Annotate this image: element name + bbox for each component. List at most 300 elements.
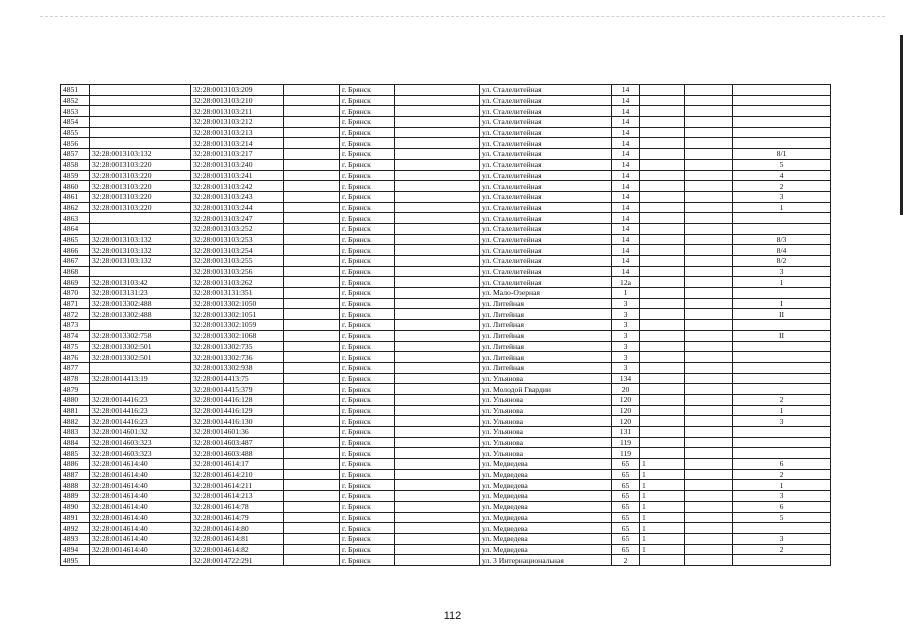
house-number-cell: 14 (612, 191, 640, 202)
street-cell: ул. Медведева (480, 491, 612, 502)
empty-cell-b (395, 223, 480, 234)
house-number-cell: 65 (612, 469, 640, 480)
building-cell (640, 127, 685, 138)
flat-number-cell (733, 288, 831, 299)
parent-cadastral-number-cell: 32:28:0014416:23 (90, 405, 191, 416)
table-row (61, 533, 831, 544)
flat-number-cell (733, 213, 831, 224)
cadastral-number-cell: 32:28:0014614:211 (191, 480, 284, 491)
street-cell: ул. Ульянова (480, 394, 612, 405)
empty-cell-a (284, 437, 340, 448)
house-number-cell: 3 (612, 309, 640, 320)
empty-cell-a (284, 480, 340, 491)
city-cell: г. Брянск (340, 544, 395, 555)
building-cell (640, 320, 685, 331)
empty-cell-a (284, 85, 340, 96)
empty-cell-a (284, 298, 340, 309)
house-number-cell: 3 (612, 320, 640, 331)
cadastral-number-cell: 32:28:0014614:80 (191, 523, 284, 534)
empty-cell-a (284, 352, 340, 363)
cadastral-number-cell: 32:28:0013103:212 (191, 117, 284, 128)
house-number-cell: 1 (612, 288, 640, 299)
table-row (61, 223, 831, 234)
city-cell: г. Брянск (340, 138, 395, 149)
cadastral-number-cell: 32:28:0014415:379 (191, 384, 284, 395)
parent-cadastral-number-cell (90, 117, 191, 128)
city-cell: г. Брянск (340, 298, 395, 309)
street-cell: ул. Сталелитейная (480, 191, 612, 202)
house-number-cell: 14 (612, 202, 640, 213)
street-cell: ул. 3 Интернациональная (480, 555, 612, 566)
empty-cell-b (395, 427, 480, 438)
building-cell (640, 234, 685, 245)
flat-number-cell (733, 437, 831, 448)
street-cell: ул. Сталелитейная (480, 149, 612, 160)
table-row (61, 373, 831, 384)
empty-cell-a (284, 384, 340, 395)
empty-cell-a (284, 309, 340, 320)
flat-number-cell (733, 138, 831, 149)
city-cell: г. Брянск (340, 106, 395, 117)
street-cell: ул. Сталелитейная (480, 127, 612, 138)
cadastral-number-cell: 32:28:0014413:75 (191, 373, 284, 384)
parent-cadastral-number-cell: 32:28:0013131:23 (90, 288, 191, 299)
street-cell: ул. Медведева (480, 533, 612, 544)
house-number-cell: 14 (612, 106, 640, 117)
house-number-cell: 3 (612, 352, 640, 363)
street-cell: ул. Сталелитейная (480, 138, 612, 149)
empty-cell-c (685, 191, 733, 202)
cadastral-number-cell: 32:28:0014614:210 (191, 469, 284, 480)
house-number-cell: 65 (612, 544, 640, 555)
row-number-cell: 4875 (61, 341, 90, 352)
empty-cell-c (685, 384, 733, 395)
empty-cell-c (685, 159, 733, 170)
cadastral-number-cell: 32:28:0013103:211 (191, 106, 284, 117)
street-cell: ул. Ульянова (480, 427, 612, 438)
house-number-cell: 14 (612, 159, 640, 170)
row-number-cell: 4884 (61, 437, 90, 448)
cadastral-number-cell: 32:28:0013302:735 (191, 341, 284, 352)
row-number-cell: 4873 (61, 320, 90, 331)
flat-number-cell (733, 127, 831, 138)
cadastral-number-cell: 32:28:0014614:82 (191, 544, 284, 555)
row-number-cell: 4857 (61, 149, 90, 160)
building-cell (640, 181, 685, 192)
empty-cell-a (284, 512, 340, 523)
table-row (61, 352, 831, 363)
city-cell: г. Брянск (340, 288, 395, 299)
street-cell: ул. Ульянова (480, 448, 612, 459)
parent-cadastral-number-cell: 32:28:0013103:132 (90, 149, 191, 160)
empty-cell-c (685, 85, 733, 96)
street-cell: ул. Мало-Озерная (480, 288, 612, 299)
empty-cell-b (395, 437, 480, 448)
building-cell (640, 405, 685, 416)
empty-cell-b (395, 394, 480, 405)
parent-cadastral-number-cell: 32:28:0014614:40 (90, 512, 191, 523)
table-row (61, 437, 831, 448)
empty-cell-a (284, 266, 340, 277)
table-row (61, 555, 831, 566)
table-row (61, 127, 831, 138)
empty-cell-c (685, 223, 733, 234)
cadastral-number-cell: 32:28:0013103:253 (191, 234, 284, 245)
row-number-cell: 4859 (61, 170, 90, 181)
city-cell: г. Брянск (340, 394, 395, 405)
parent-cadastral-number-cell (90, 85, 191, 96)
empty-cell-a (284, 159, 340, 170)
row-number-cell: 4860 (61, 181, 90, 192)
city-cell: г. Брянск (340, 491, 395, 502)
house-number-cell: 65 (612, 459, 640, 470)
flat-number-cell: 1 (733, 202, 831, 213)
empty-cell-a (284, 491, 340, 502)
row-number-cell: 4894 (61, 544, 90, 555)
city-cell: г. Брянск (340, 191, 395, 202)
flat-number-cell (733, 362, 831, 373)
street-cell: ул. Ульянова (480, 373, 612, 384)
row-number-cell: 4882 (61, 416, 90, 427)
building-cell (640, 288, 685, 299)
cadastral-number-cell: 32:28:0014601:36 (191, 427, 284, 438)
flat-number-cell: II (733, 309, 831, 320)
empty-cell-b (395, 512, 480, 523)
table-row (61, 149, 831, 160)
page-edge-mark (900, 35, 903, 215)
house-number-cell: 14 (612, 245, 640, 256)
parent-cadastral-number-cell: 32:28:0014601:32 (90, 427, 191, 438)
empty-cell-a (284, 373, 340, 384)
flat-number-cell (733, 427, 831, 438)
table-row (61, 459, 831, 470)
row-number-cell: 4874 (61, 330, 90, 341)
empty-cell-c (685, 138, 733, 149)
empty-cell-a (284, 127, 340, 138)
empty-cell-c (685, 437, 733, 448)
cadastral-number-cell: 32:28:0013302:1050 (191, 298, 284, 309)
street-cell: ул. Медведева (480, 501, 612, 512)
empty-cell-c (685, 149, 733, 160)
empty-cell-b (395, 202, 480, 213)
building-cell (640, 373, 685, 384)
empty-cell-a (284, 191, 340, 202)
table-row (61, 256, 831, 267)
empty-cell-b (395, 106, 480, 117)
empty-cell-c (685, 469, 733, 480)
cadastral-number-cell: 32:28:0013103:247 (191, 213, 284, 224)
table-row (61, 448, 831, 459)
parent-cadastral-number-cell: 32:28:0013103:220 (90, 191, 191, 202)
parent-cadastral-number-cell: 32:28:0013103:220 (90, 170, 191, 181)
empty-cell-a (284, 106, 340, 117)
street-cell: ул. Литейная (480, 352, 612, 363)
empty-cell-b (395, 448, 480, 459)
building-cell (640, 106, 685, 117)
building-cell (640, 277, 685, 288)
house-number-cell: 14 (612, 85, 640, 96)
building-cell: 1 (640, 544, 685, 555)
empty-cell-b (395, 501, 480, 512)
row-number-cell: 4869 (61, 277, 90, 288)
empty-cell-a (284, 405, 340, 416)
empty-cell-b (395, 491, 480, 502)
building-cell (640, 213, 685, 224)
table-row (61, 213, 831, 224)
street-cell: ул. Сталелитейная (480, 223, 612, 234)
empty-cell-a (284, 523, 340, 534)
table-row (61, 191, 831, 202)
cadastral-number-cell: 32:28:0013103:244 (191, 202, 284, 213)
empty-cell-c (685, 106, 733, 117)
empty-cell-c (685, 362, 733, 373)
building-cell (640, 416, 685, 427)
house-number-cell: 20 (612, 384, 640, 395)
city-cell: г. Брянск (340, 480, 395, 491)
scan-artifact-line (40, 16, 885, 17)
parent-cadastral-number-cell (90, 266, 191, 277)
empty-cell-b (395, 480, 480, 491)
table-row (61, 523, 831, 534)
building-cell (640, 298, 685, 309)
city-cell: г. Брянск (340, 416, 395, 427)
row-number-cell: 4880 (61, 394, 90, 405)
cadastral-number-cell: 32:28:0013103:214 (191, 138, 284, 149)
cadastral-number-cell: 32:28:0013302:938 (191, 362, 284, 373)
street-cell: ул. Сталелитейная (480, 85, 612, 96)
empty-cell-c (685, 491, 733, 502)
table-row (61, 85, 831, 96)
flat-number-cell (733, 106, 831, 117)
flat-number-cell: I (733, 298, 831, 309)
cadastral-number-cell: 32:28:0013103:209 (191, 85, 284, 96)
building-cell (640, 117, 685, 128)
empty-cell-b (395, 191, 480, 202)
empty-cell-c (685, 373, 733, 384)
row-number-cell: 4868 (61, 266, 90, 277)
table-row (61, 288, 831, 299)
street-cell: ул. Ульянова (480, 416, 612, 427)
empty-cell-b (395, 384, 480, 395)
table-row (61, 159, 831, 170)
flat-number-cell (733, 555, 831, 566)
city-cell: г. Брянск (340, 277, 395, 288)
street-cell: ул. Литейная (480, 298, 612, 309)
row-number-cell: 4891 (61, 512, 90, 523)
cadastral-number-cell: 32:28:0013103:243 (191, 191, 284, 202)
row-number-cell: 4865 (61, 234, 90, 245)
cadastral-number-cell: 32:28:0013302:736 (191, 352, 284, 363)
house-number-cell: 3 (612, 298, 640, 309)
empty-cell-c (685, 309, 733, 320)
city-cell: г. Брянск (340, 352, 395, 363)
row-number-cell: 4871 (61, 298, 90, 309)
empty-cell-a (284, 234, 340, 245)
row-number-cell: 4854 (61, 117, 90, 128)
cadastral-number-cell: 32:28:0013302:1059 (191, 320, 284, 331)
flat-number-cell (733, 223, 831, 234)
flat-number-cell: 1 (733, 480, 831, 491)
city-cell: г. Брянск (340, 330, 395, 341)
street-cell: ул. Медведева (480, 480, 612, 491)
flat-number-cell: 1 (733, 405, 831, 416)
empty-cell-c (685, 266, 733, 277)
parent-cadastral-number-cell: 32:28:0014614:40 (90, 459, 191, 470)
row-number-cell: 4886 (61, 459, 90, 470)
empty-cell-c (685, 533, 733, 544)
empty-cell-a (284, 330, 340, 341)
empty-cell-a (284, 501, 340, 512)
cadastral-number-cell: 32:28:0014614:78 (191, 501, 284, 512)
empty-cell-c (685, 320, 733, 331)
row-number-cell: 4887 (61, 469, 90, 480)
registry-table-body (61, 85, 831, 566)
street-cell: ул. Ульянова (480, 405, 612, 416)
empty-cell-c (685, 117, 733, 128)
parent-cadastral-number-cell: 32:28:0013302:758 (90, 330, 191, 341)
parent-cadastral-number-cell (90, 213, 191, 224)
flat-number-cell (733, 523, 831, 534)
building-cell (640, 448, 685, 459)
empty-cell-a (284, 202, 340, 213)
parent-cadastral-number-cell: 32:28:0014614:40 (90, 501, 191, 512)
city-cell: г. Брянск (340, 533, 395, 544)
flat-number-cell: 2 (733, 181, 831, 192)
house-number-cell: 14 (612, 170, 640, 181)
page-number: 112 (443, 610, 462, 622)
city-cell: г. Брянск (340, 127, 395, 138)
house-number-cell: 65 (612, 480, 640, 491)
street-cell: ул. Сталелитейная (480, 159, 612, 170)
flat-number-cell (733, 384, 831, 395)
empty-cell-b (395, 234, 480, 245)
empty-cell-c (685, 170, 733, 181)
parent-cadastral-number-cell: 32:28:0014614:40 (90, 469, 191, 480)
city-cell: г. Брянск (340, 213, 395, 224)
empty-cell-a (284, 448, 340, 459)
flat-number-cell: 3 (733, 266, 831, 277)
parent-cadastral-number-cell (90, 384, 191, 395)
empty-cell-c (685, 277, 733, 288)
building-cell (640, 85, 685, 96)
building-cell (640, 437, 685, 448)
empty-cell-a (284, 117, 340, 128)
cadastral-number-cell: 32:28:0014614:17 (191, 459, 284, 470)
cadastral-number-cell: 32:28:0013103:242 (191, 181, 284, 192)
building-cell (640, 555, 685, 566)
house-number-cell: 2 (612, 555, 640, 566)
empty-cell-b (395, 373, 480, 384)
street-cell: ул. Молодой Гвардии (480, 384, 612, 395)
parent-cadastral-number-cell: 32:28:0014416:23 (90, 394, 191, 405)
empty-cell-b (395, 469, 480, 480)
house-number-cell: 14 (612, 127, 640, 138)
empty-cell-b (395, 341, 480, 352)
empty-cell-b (395, 127, 480, 138)
empty-cell-c (685, 256, 733, 267)
table-row (61, 138, 831, 149)
empty-cell-b (395, 459, 480, 470)
house-number-cell: 119 (612, 437, 640, 448)
empty-cell-c (685, 448, 733, 459)
empty-cell-a (284, 181, 340, 192)
building-cell: 1 (640, 501, 685, 512)
empty-cell-b (395, 533, 480, 544)
empty-cell-a (284, 170, 340, 181)
house-number-cell: 14 (612, 117, 640, 128)
cadastral-number-cell: 32:28:0014614:213 (191, 491, 284, 502)
row-number-cell: 4866 (61, 245, 90, 256)
street-cell: ул. Сталелитейная (480, 170, 612, 181)
row-number-cell: 4888 (61, 480, 90, 491)
row-number-cell: 4879 (61, 384, 90, 395)
building-cell (640, 159, 685, 170)
empty-cell-b (395, 138, 480, 149)
empty-cell-b (395, 159, 480, 170)
cadastral-number-cell: 32:28:0013103:241 (191, 170, 284, 181)
empty-cell-a (284, 288, 340, 299)
street-cell: ул. Сталелитейная (480, 277, 612, 288)
street-cell: ул. Ульянова (480, 437, 612, 448)
parent-cadastral-number-cell: 32:28:0013103:42 (90, 277, 191, 288)
table-row (61, 362, 831, 373)
building-cell (640, 341, 685, 352)
empty-cell-c (685, 501, 733, 512)
table-row (61, 394, 831, 405)
building-cell: 1 (640, 480, 685, 491)
empty-cell-c (685, 427, 733, 438)
parent-cadastral-number-cell: 32:28:0013103:132 (90, 245, 191, 256)
row-number-cell: 4855 (61, 127, 90, 138)
row-number-cell: 4863 (61, 213, 90, 224)
empty-cell-a (284, 95, 340, 106)
empty-cell-a (284, 245, 340, 256)
house-number-cell: 12а (612, 277, 640, 288)
house-number-cell: 134 (612, 373, 640, 384)
street-cell: ул. Литейная (480, 362, 612, 373)
row-number-cell: 4890 (61, 501, 90, 512)
cadastral-number-cell: 32:28:0013103:252 (191, 223, 284, 234)
flat-number-cell: 1 (733, 277, 831, 288)
house-number-cell: 65 (612, 491, 640, 502)
flat-number-cell: 5 (733, 159, 831, 170)
row-number-cell: 4872 (61, 309, 90, 320)
parent-cadastral-number-cell: 32:28:0013302:488 (90, 309, 191, 320)
table-row (61, 106, 831, 117)
table-row (61, 330, 831, 341)
house-number-cell: 65 (612, 501, 640, 512)
flat-number-cell: 8/4 (733, 245, 831, 256)
table-row (61, 512, 831, 523)
parent-cadastral-number-cell: 32:28:0013103:220 (90, 159, 191, 170)
empty-cell-c (685, 523, 733, 534)
street-cell: ул. Сталелитейная (480, 202, 612, 213)
parent-cadastral-number-cell: 32:28:0014614:40 (90, 480, 191, 491)
parent-cadastral-number-cell: 32:28:0013302:501 (90, 341, 191, 352)
building-cell (640, 191, 685, 202)
empty-cell-c (685, 245, 733, 256)
city-cell: г. Брянск (340, 223, 395, 234)
street-cell: ул. Сталелитейная (480, 245, 612, 256)
flat-number-cell (733, 320, 831, 331)
building-cell: 1 (640, 523, 685, 534)
empty-cell-c (685, 341, 733, 352)
city-cell: г. Брянск (340, 512, 395, 523)
empty-cell-c (685, 405, 733, 416)
street-cell: ул. Сталелитейная (480, 213, 612, 224)
parent-cadastral-number-cell: 32:28:0013103:132 (90, 234, 191, 245)
empty-cell-b (395, 266, 480, 277)
